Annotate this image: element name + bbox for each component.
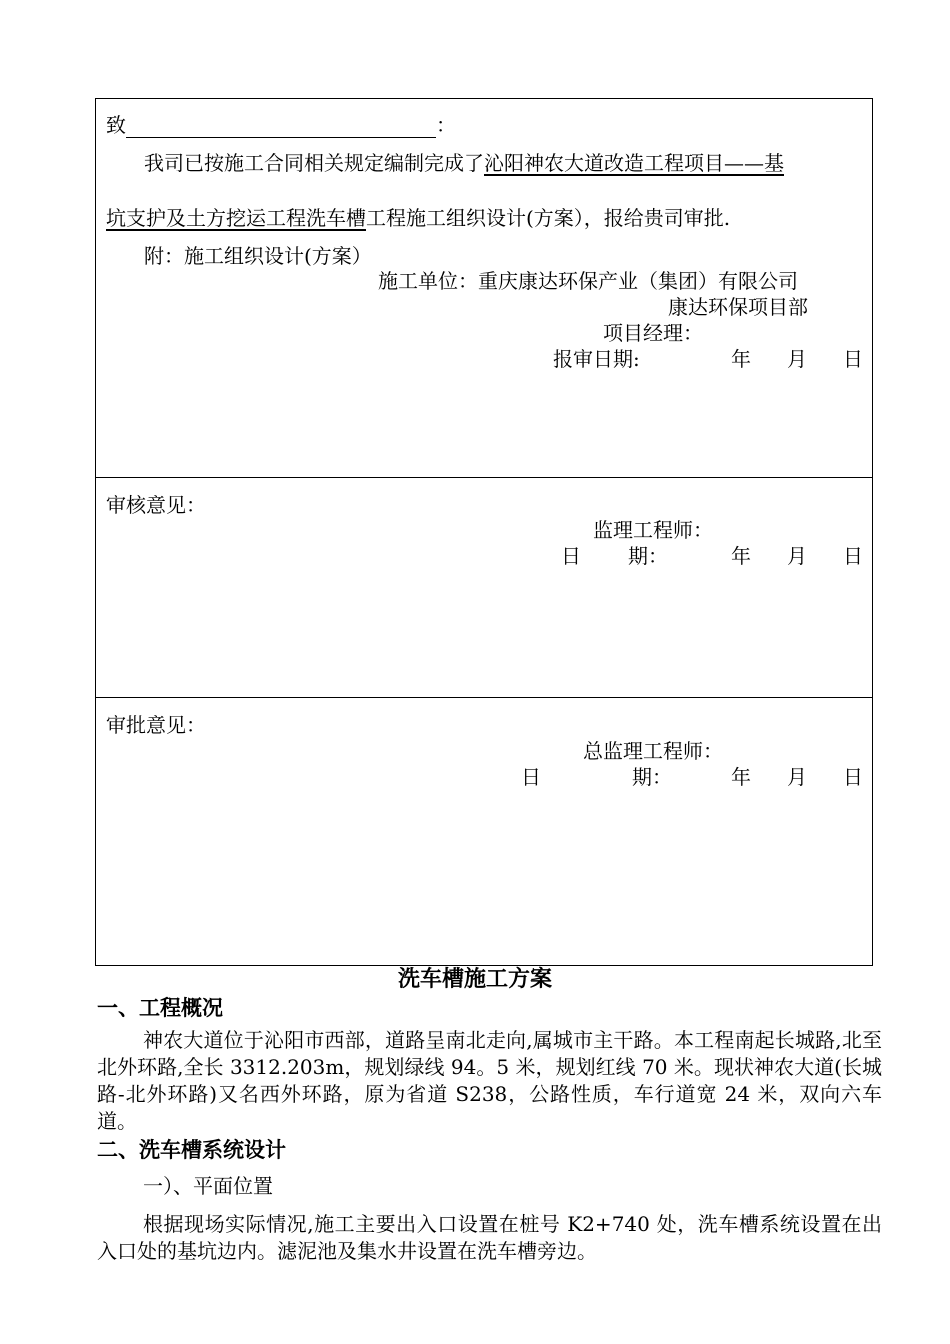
project-manager-label: 项目经理： bbox=[603, 321, 703, 345]
approval-date-qi: 期： bbox=[632, 765, 672, 789]
body-prefix: 我司已按施工合同相关规定编制完成了 bbox=[144, 151, 484, 175]
project-name-part-1: 沁阳神农大道改造工程项目——基 bbox=[484, 151, 784, 175]
submit-year: 年 bbox=[731, 347, 751, 371]
chief-supervisor-label: 总监理工程师： bbox=[583, 739, 723, 763]
document-title: 洗车槽施工方案 bbox=[397, 967, 552, 992]
project-name-part-2: 坑支护及土方挖运工程洗车槽 bbox=[106, 206, 366, 230]
approval-date-ri: 日 bbox=[521, 765, 541, 789]
body-suffix: 工程施工组织设计(方案），报给贵司审批. bbox=[366, 206, 731, 230]
subsection-1-paragraph: 根据现场实际情况,施工主要出入口设置在桩号 K2+740 处，洗车槽系统设置在出入口处的基坑边内。滤泥池及集水井设置在洗车槽旁边。 bbox=[97, 1212, 882, 1263]
body-line-1 bbox=[144, 150, 784, 176]
review-month: 月 bbox=[787, 544, 807, 568]
review-opinion-label: 审核意见： bbox=[106, 493, 206, 517]
review-date-qi: 期： bbox=[628, 544, 668, 568]
project-department: 康达环保项目部 bbox=[668, 295, 808, 319]
to-label: 致 bbox=[106, 113, 126, 137]
attachment-line: 附：施工组织设计(方案） bbox=[144, 244, 372, 268]
submit-month: 月 bbox=[787, 347, 807, 371]
submit-date-label: 报审日期: bbox=[553, 347, 640, 371]
body-line-2 bbox=[106, 205, 730, 231]
approval-day: 日 bbox=[843, 765, 863, 789]
submit-day: 日 bbox=[843, 347, 863, 371]
approval-month: 月 bbox=[787, 765, 807, 789]
form-row-divider bbox=[96, 477, 872, 478]
review-year: 年 bbox=[731, 544, 751, 568]
form-row-divider bbox=[96, 697, 872, 698]
section-1-paragraph: 神农大道位于沁阳市西部，道路呈南北走向,属城市主干路。本工程南起长城路,北至北外环路,全长 3312.203m，规划绿线 94。5 米，规划红线 70 米。现状神农大道(长城路-北外环路)又名西外环路，原为省道 S238，公路性质，车行道宽 24 米，双向六车道。 bbox=[97, 1028, 882, 1133]
supervisor-label: 监理工程师： bbox=[593, 518, 713, 542]
approval-opinion-label: 审批意见： bbox=[106, 713, 206, 737]
section-1-heading: 一、工程概况 bbox=[97, 996, 223, 1020]
review-date-ri: 日 bbox=[561, 544, 581, 568]
review-day: 日 bbox=[843, 544, 863, 568]
approval-year: 年 bbox=[731, 765, 751, 789]
section-2-heading: 二、洗车槽系统设计 bbox=[97, 1138, 286, 1162]
addressee-blank bbox=[126, 117, 436, 138]
to-colon: ： bbox=[436, 113, 456, 137]
construction-unit: 施工单位：重庆康达环保产业（集团）有限公司 bbox=[378, 269, 798, 293]
subsection-1-heading: 一）、平面位置 bbox=[143, 1174, 273, 1198]
addressee-line bbox=[106, 112, 456, 138]
